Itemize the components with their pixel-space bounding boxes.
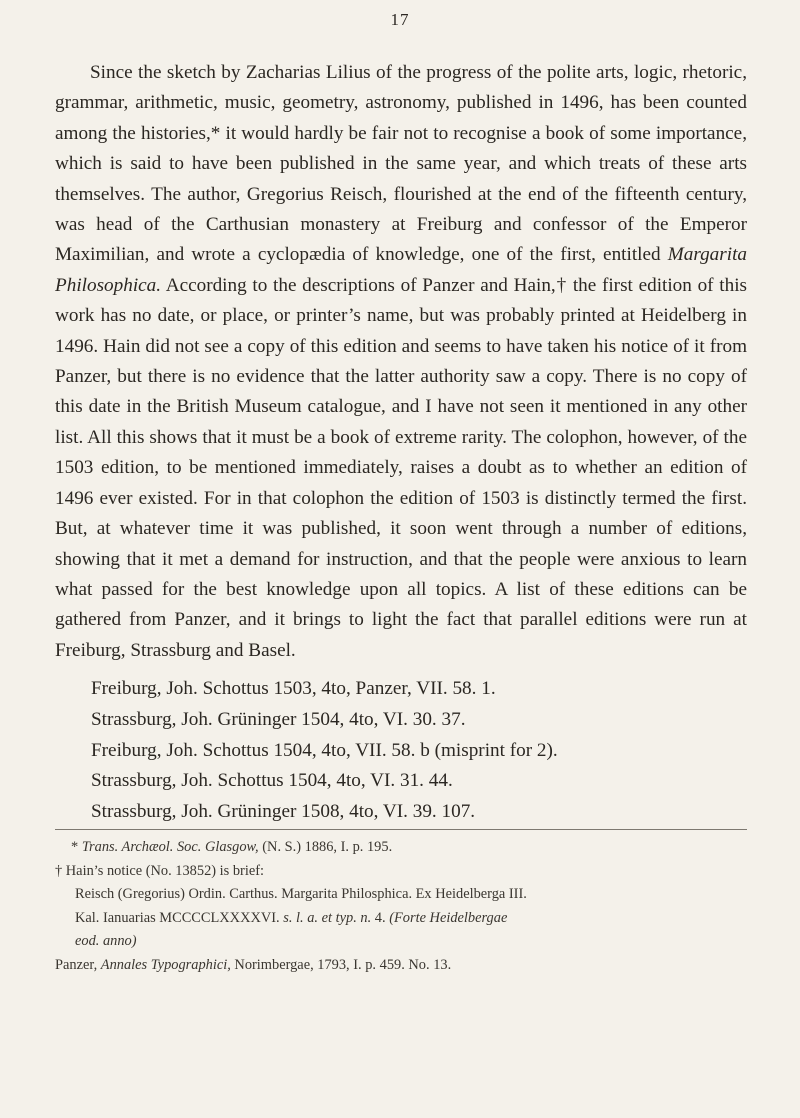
- hain-citation-line-3: [55, 930, 747, 954]
- body-text-part-2: According to the descriptions of Panzer and Hain,† the first edition of this work has no date, or place, or printer’s name, but was probably printed at Heidelberg in 1496. Hain did not see a copy of this edition and seems to have taken his notice of it from Panzer, but there is no evidence that the latter authority saw a copy. There is no copy of this date in the British Museum catalogue, and I have not seen it mentioned in any other list. All this shows that it must be a book of extreme rarity. The colophon, however, of the 1503 edition, to be mentioned immediately, raises a doubt as to whether an edition of 1496 ever existed. For in that colophon the edition of 1503 is distinctly termed the first. But, at whatever time it was published, it soon went through a number of editions, showing that it met a demand for instruction, and that the people were anxious to learn what passed for the best knowledge upon all topics. A list of these editions can be gathered from Panzer, and it brings to light the fact that parallel editions were run at Freiburg, Strassburg and Basel.: [55, 274, 747, 661]
- hain-citation-line-1: Reisch (Gregorius) Ordin. Carthus. Margarita Philosphica. Ex Heidelberga III.: [75, 886, 527, 902]
- edition-item: Strassburg, Joh. Grüninger 1504, 4to, VI. 30. 37.: [91, 708, 466, 730]
- body-paragraph: [55, 58, 747, 666]
- footnotes: [55, 836, 747, 977]
- edition-item: Strassburg, Joh. Grüninger 1508, 4to, VI. 39. 107.: [91, 801, 476, 823]
- footnote-dagger: † Hain’s notice (No. 13852) is brief:: [55, 862, 265, 879]
- edition-item: Freiburg, Joh. Schottus 1503, 4to, Panzer, VII. 58. 1.: [91, 678, 496, 699]
- footnote-star: [55, 836, 747, 860]
- editions-list: [91, 674, 747, 828]
- footnote-star-mark: *: [71, 839, 79, 855]
- hain-citation-line-2: [55, 907, 747, 931]
- edition-item: Strassburg, Joh. Schottus 1504, 4to, VI. 31. 44.: [91, 770, 453, 792]
- panzer-ref: Norimbergae, 1793, I. p. 459. No. 13.: [230, 956, 452, 973]
- footnote-star-ref: (N. S.) 1886, I. p. 195.: [258, 839, 393, 855]
- hain-citation-format: 4.: [371, 909, 390, 926]
- footnote-star-journal: Trans. Archæol. Soc. Glasgow,: [81, 839, 259, 855]
- hain-citation-note: (Forte Heidelbergae: [389, 909, 508, 926]
- panzer-author: Panzer,: [55, 956, 101, 973]
- hain-citation-date: Kal. Ianuarias MCCCCLXXXXVI.: [75, 909, 284, 926]
- footnote-divider: [55, 829, 747, 830]
- panzer-title: Annales Typographici,: [100, 956, 231, 973]
- hain-citation-note-end: eod. anno): [75, 933, 137, 949]
- edition-item: Freiburg, Joh. Schottus 1504, 4to, VII. 58. b (misprint for 2).: [91, 739, 558, 761]
- book-title: Margarita Philosophica.: [55, 244, 747, 296]
- body-text-part-1: Since the sketch by Zacharias Lilius of the progress of the polite arts, logic, rhetoric, grammar, arithmetic, music, geometry, astronomy, published in 1496, has been counted among the histories,* it would hardly be fair not to recognise a book of some importance, which is said to have been published in the same year, and which treats of these arts themselves. The author, Gregorius Reisch, flourished at the end of the fifteenth century, was head of the Carthusian monastery at Freiburg and confessor of the Emperor Maximilian, and wrote a cyclopædia of knowledge, one of the first, entitled: [55, 62, 747, 266]
- footnote-panzer: [55, 954, 747, 978]
- page-number: 17: [390, 10, 410, 29]
- hain-citation-abbrev: s. l. a. et typ. n.: [283, 909, 372, 926]
